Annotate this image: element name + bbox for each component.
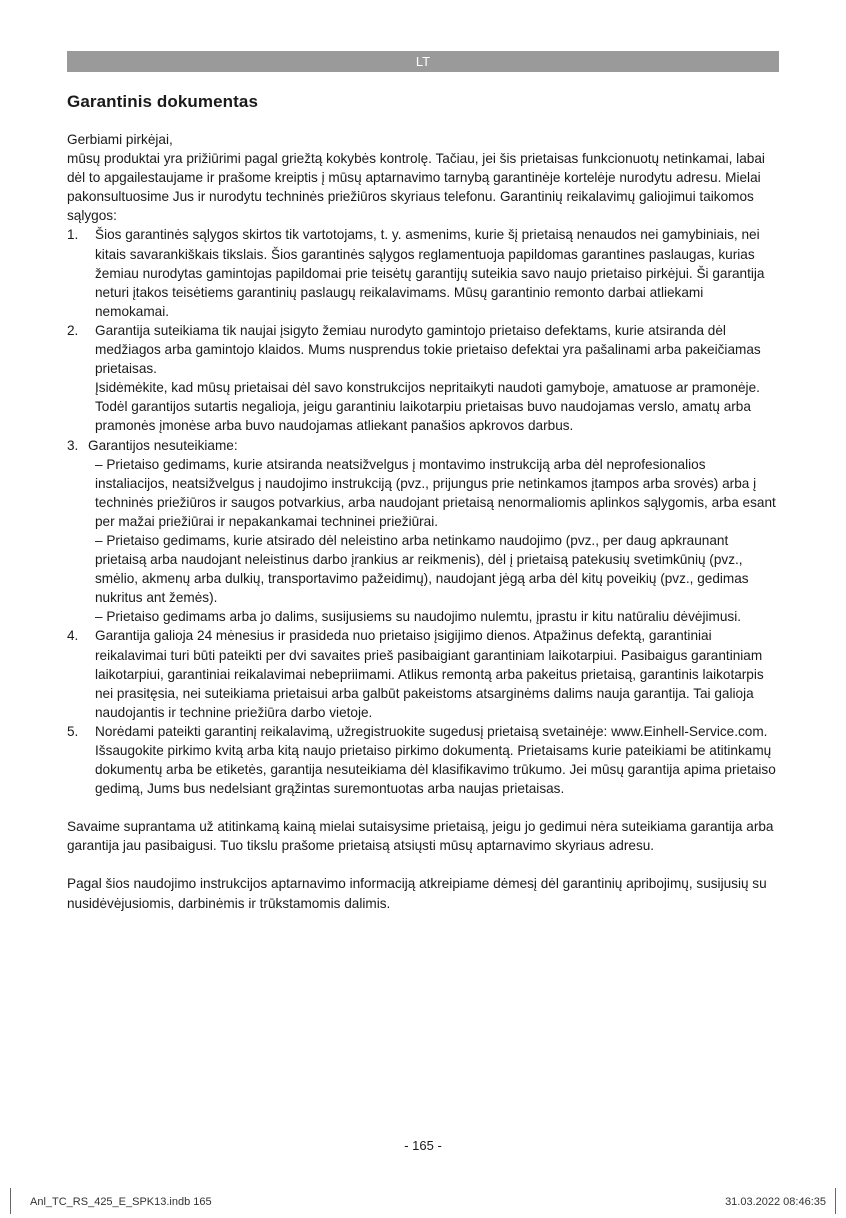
- closing-paragraph-limitations: Pagal šios naudojimo instrukcijos aptarnavimo informaciją atkreipiame dėmesį dėl garantinių apribojimų, susijusių su nusidėvėjusiomis, darbinėmis ir trūkstamomis dalimis.: [67, 876, 767, 911]
- item-paragraph: Norėdami pateikti garantinį reikalavimą, užregistruokite sugedusį prietaisą svetainėje: www.Einhell-Service.com. Išsaugokite pirkimo kvitą arba kitą naujo prietaiso pirkimo dokumentą. Prietaisams kurie pateikiami be atitinkamų dokumentų arba be etiketės, garantija nesuteikiama dėl klasifikavimo trūkumo. Jei mūsų garantija apima prietaiso gedimą, Jums bus nedelsiant grąžintas suremontuotas arba naujas prietaisas.: [95, 723, 776, 797]
- item-number: 5.: [67, 723, 79, 739]
- item-paragraph: Įsidėmėkite, kad mūsų prietaisai dėl savo konstrukcijos nepritaikyti naudoti gamyboje, amatuose ar pramonėje. Todėl garantijos sutartis negalioja, jeigu garantiniu laikotarpiu prietaisas buvo naudojamas verslo, amatų arba pramonės įmonėse arba buvo naudojamas atliekant panašios apkrovos darbus.: [95, 380, 760, 434]
- page-title: Garantinis dokumentas: [67, 92, 259, 111]
- item-paragraph: Garantija suteikiama tik naujai įsigyto žemiau nurodyto gamintojo prietaiso defektams, kurie atsiranda dėl medžiagos arba gamintojo klaidos. Mums nusprendus tokie prietaiso defektai yra pašalinami arba pakeičiamas prietaisas.: [95, 322, 761, 377]
- condition-item-1: [67, 225, 779, 320]
- item-paragraph: Garantija galioja 24 mėnesius ir prasideda nuo prietaiso įsigijimo dienos. Atpažinus defektą, garantiniai reikalavimai turi būti pateikti per dvi savaites prieš pasibaigiant garantiniam laikotarpiui. Pasibaigus garantiniam laikotarpiui, garantiniai reikalavimai nebepriimami. Atlikus remontą arba pakeitus prietaisą, garantinis laikotarpis nei prasitęsia, nei suteikiama prietaisui arba galbūt pakeistoms atsarginėms dalims nauja garantija. Tai galioja naudojantis ir technine priežiūra darbo vietoje.: [95, 628, 764, 720]
- item-paragraph: Garantijos nesuteikiame:: [88, 437, 238, 453]
- condition-item-4: [67, 626, 779, 721]
- item-number: 2.: [67, 322, 79, 338]
- closing-paragraph-repair: Savaime suprantama už atitinkamą kainą mielai sutaisysime prietaisą, jeigu jo gedimui nėra suteikiama garantija arba garantija jau pasibaigusi. Tuo tikslu prašome prietaisą atsiųsti mūsų aptarnavimo skyriaus adresu.: [67, 819, 774, 854]
- item-number: 1.: [67, 227, 79, 243]
- document-body: [67, 130, 779, 913]
- footer-file-name: Anl_TC_RS_425_E_SPK13.indb 165: [30, 1196, 212, 1208]
- language-code: LT: [415, 54, 431, 69]
- footer-timestamp: 31.03.2022 08:46:35: [725, 1196, 826, 1208]
- greeting: Gerbiami pirkėjai,: [67, 132, 173, 147]
- item-paragraph: Šios garantinės sąlygos skirtos tik vartotojams, t. y. asmenims, kurie šį prietaisą nenaudos nei gamybiniais, nei kitais savarankiškais tikslais. Šios garantinės sąlygos reglamentuoja papildomas garantines paslaugas, kurias žemiau nurodytas gamintojas papildomai prie teisėtų garantijų suteikia savo naujo prietaiso pirkėjui. Ši garantija neturi įtakos teisėtiems garantinių paslaugų reikalavimams. Mūsų garantinio remonto darbai atliekami nemokamai.: [95, 227, 765, 319]
- exclusion-item: – Prietaiso gedimams, kurie atsiranda neatsižvelgus į montavimo instrukciją arba dėl neprofesionalios instaliacijos, neatsižvelgus į naudojimo instrukciją (pvz., prijungus prie netinkamos įtampos arba srovės) arba į techninės priežiūros ir saugos potvarkius, arba naudojant prietaisą nenormaliomis aplinkos sąlygomis, arba esant per mažai priežiūrai ir nepakankamai techninei priežiūrai.: [95, 456, 776, 529]
- language-header-bar: [67, 51, 779, 72]
- page-number: - 165 -: [404, 1138, 442, 1153]
- crop-mark-left: [10, 1188, 11, 1214]
- condition-item-3: [67, 436, 779, 455]
- exclusion-item: – Prietaiso gedimams, kurie atsirado dėl neleistino arba netinkamo naudojimo (pvz., per daug apkraunant prietaisą arba naudojant neleistinus darbo įrankius ar reikmenis), dėl į prietaisą patekusių svetimkūnių (pvz., smėlio, akmenų arba dulkių, transportavimo pažeidimų), naudojant jėgą arba dėl kitų poveikių (pvz., gedimas nukritus ant žemės).: [95, 532, 749, 606]
- exclusion-item: – Prietaiso gedimams arba jo dalims, susijusiems su naudojimo nulemtu, įprastu ir kitu natūraliu dėvėjimusi.: [95, 609, 741, 625]
- condition-item-2: [67, 321, 779, 436]
- intro-paragraph: mūsų produktai yra prižiūrimi pagal griežtą kokybės kontrolę. Tačiau, jei šis prietaisas funkcionuotų netinkamai, labai dėl to apgailestaujame ir prašome kreiptis į mūsų aptarnavimo tarnybą garantinėje kortelėje nurodytu adresu. Mielai pakonsultuosime Jus ir nurodytu techninės priežiūros skyriaus telefonu. Garantinių reikalavimų galiojimui taikomos sąlygos:: [67, 151, 765, 224]
- item-number: 3.: [67, 437, 79, 453]
- condition-item-5: [67, 722, 779, 798]
- exclusions-list: [67, 455, 779, 627]
- item-number: 4.: [67, 628, 79, 644]
- crop-mark-right: [835, 1188, 836, 1214]
